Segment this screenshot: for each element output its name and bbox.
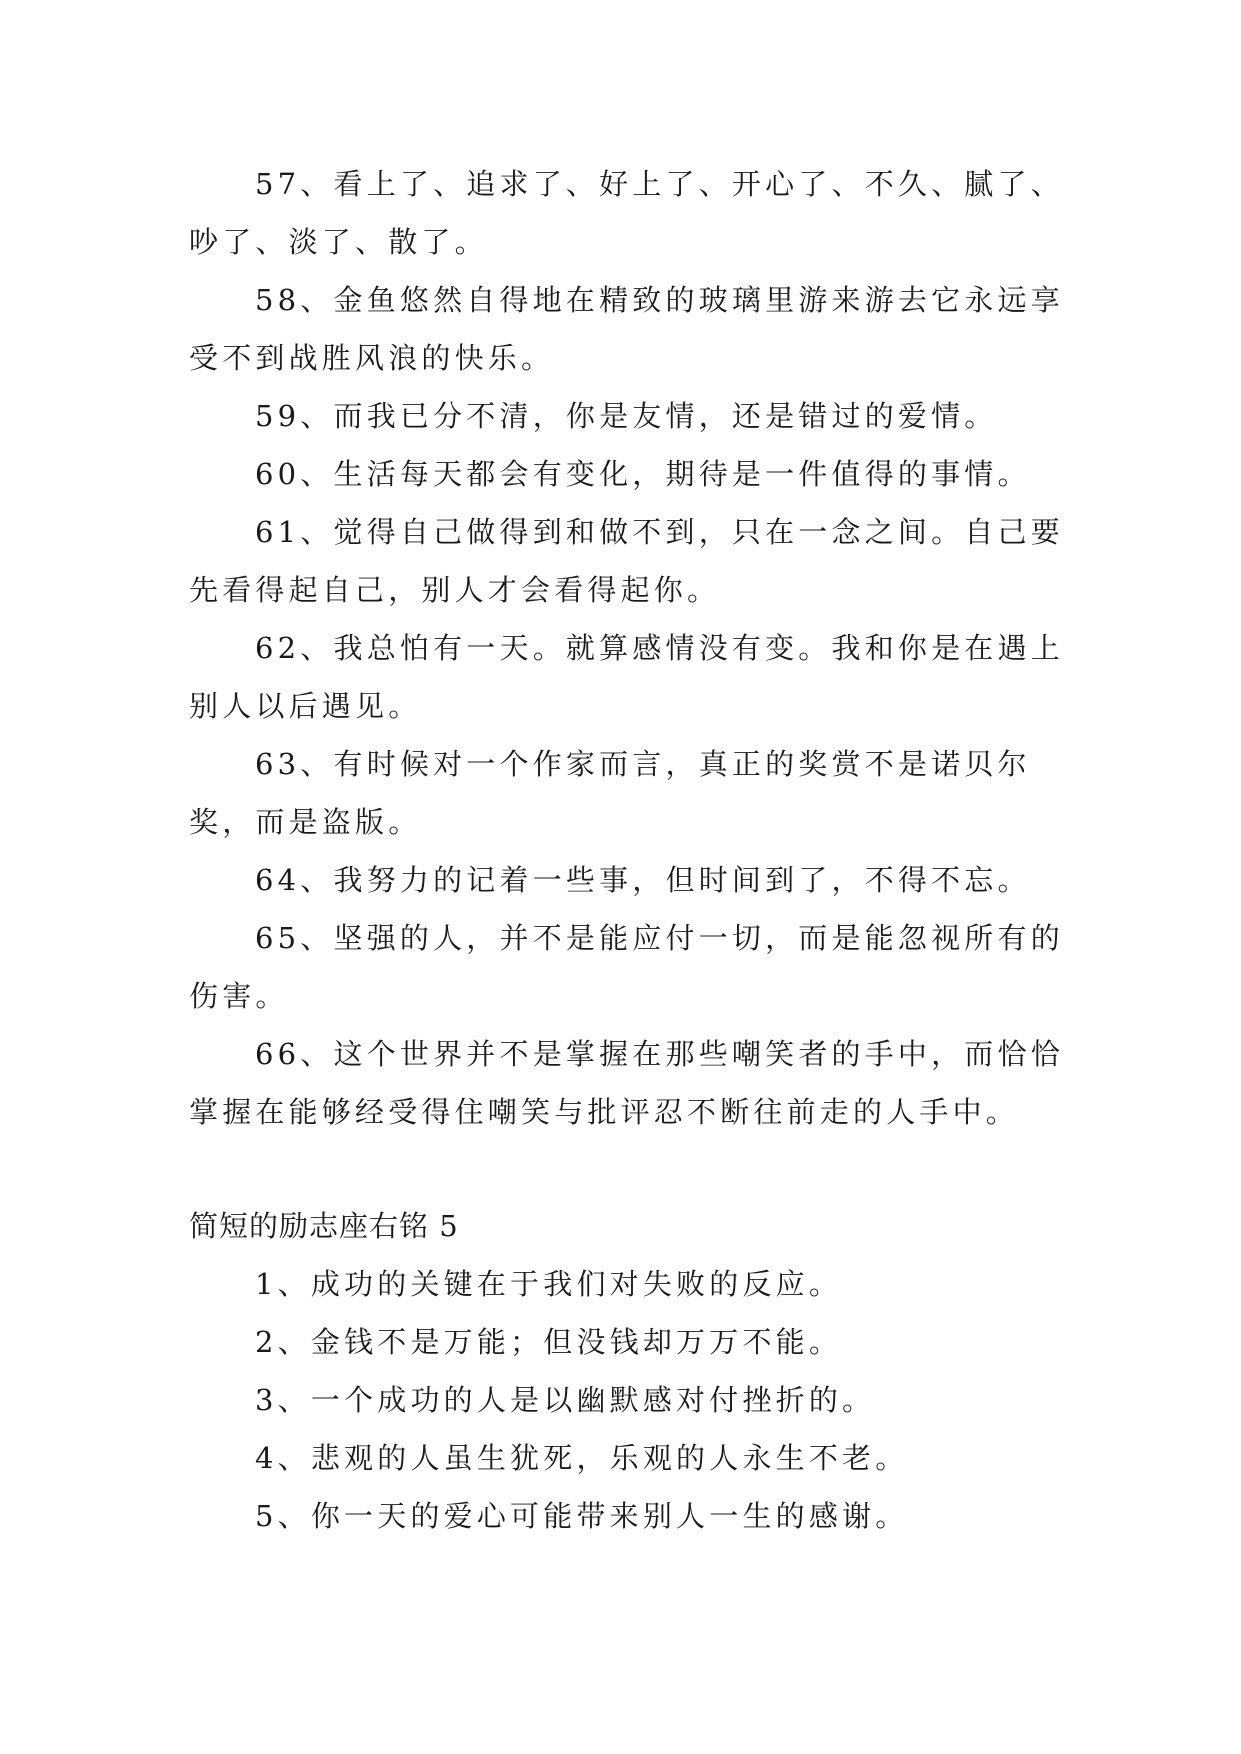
motto-paragraph: 1、成功的关键在于我们对失败的反应。 [255,1267,843,1301]
quote-paragraph: 62、我总怕有一天。就算感情没有变。我和你是在遇上别人以后遇见。 [189,631,1064,723]
motto-paragraph: 4、悲观的人虽生犹死，乐观的人永生不老。 [255,1441,909,1475]
quote-paragraph: 59、而我已分不清，你是友情，还是错过的爱情。 [255,399,998,433]
quote-paragraph: 57、看上了、追求了、好上了、开心了、不久、腻了、吵了、淡了、散了。 [189,167,1064,259]
quote-paragraph: 60、生活每天都会有变化，期待是一件值得的事情。 [255,457,1031,491]
quote-paragraph: 63、有时候对一个作家而言，真正的奖赏不是诺贝尔奖，而是盗版。 [189,747,1031,839]
motto-paragraph: 5、你一天的爱心可能带来别人一生的感谢。 [255,1499,909,1533]
motto-paragraph: 3、一个成功的人是以幽默感对付挫折的。 [255,1383,876,1417]
quote-paragraph: 66、这个世界并不是掌握在那些嘲笑者的手中，而恰恰掌握在能够经受得住嘲笑与批评忍不断往前走的人手中。 [189,1037,1064,1129]
motto-paragraph: 2、金钱不是万能；但没钱却万万不能。 [255,1325,843,1359]
document-page [189,155,1069,1545]
section-heading: 简短的励志座右铭 5 [189,1209,459,1243]
quote-paragraph: 61、觉得自己做得到和做不到，只在一念之间。自己要先看得起自己，别人才会看得起你。 [189,515,1064,607]
quote-paragraph: 65、坚强的人，并不是能应付一切，而是能忽视所有的伤害。 [189,921,1064,1013]
quote-paragraph: 64、我努力的记着一些事，但时间到了，不得不忘。 [255,863,1031,897]
quote-paragraph: 58、金鱼悠然自得地在精致的玻璃里游来游去它永远享受不到战胜风浪的快乐。 [189,283,1064,375]
